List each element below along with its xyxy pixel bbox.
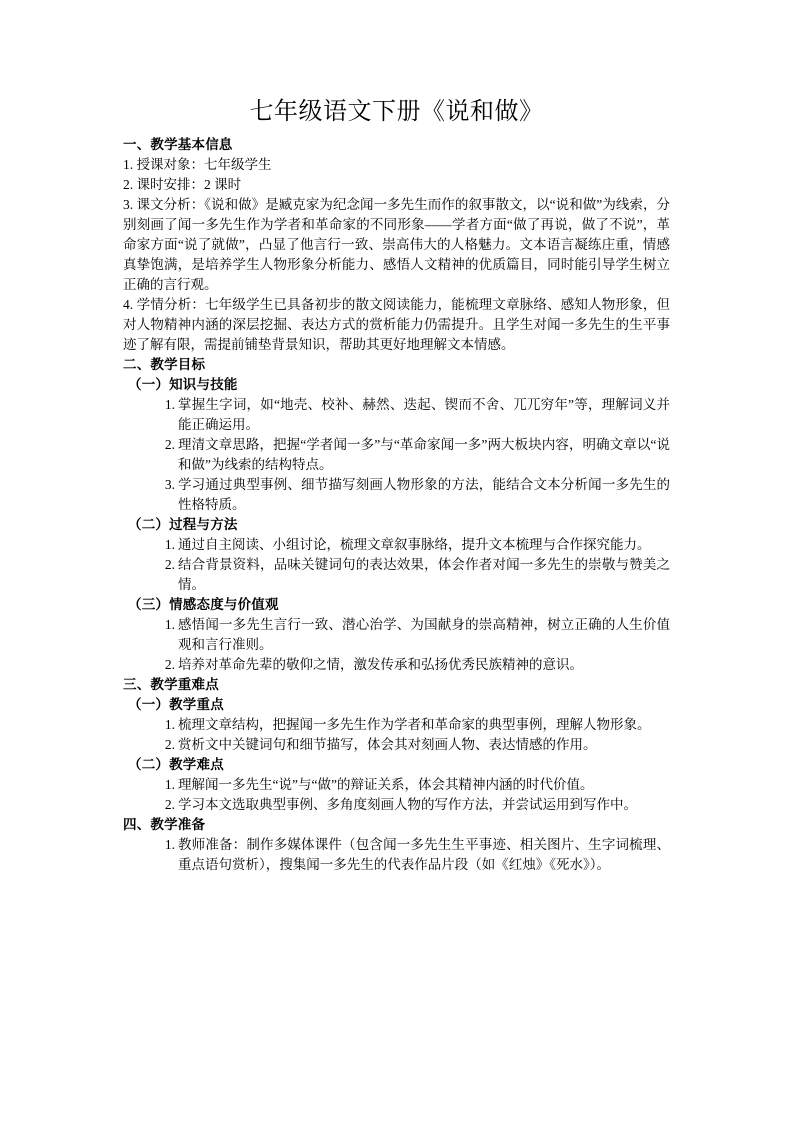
list-item bbox=[123, 715, 670, 735]
list-item bbox=[123, 795, 670, 815]
subsection-heading: （二）过程与方法 bbox=[128, 517, 238, 532]
list-item-marker: 1. bbox=[164, 777, 175, 792]
list-item-marker: 2. bbox=[164, 657, 175, 672]
list-item bbox=[123, 775, 670, 795]
list-item-text: 教师准备：制作多媒体课件（包含闻一多先生生平事迹、相关图片、生字词梳理、重点语句赏析），搜集闻一多先生的代表作品片段（如《红烛》《死水》）。 bbox=[178, 837, 670, 872]
list-item-marker: 1. bbox=[164, 537, 175, 552]
list-item-marker: 2. bbox=[164, 797, 175, 812]
subsection-heading: （一）教学重点 bbox=[128, 697, 224, 712]
section-heading: 二、教学目标 bbox=[123, 357, 206, 372]
paragraph-item: 2. 课时安排：2 课时 bbox=[123, 177, 242, 192]
list-item-text: 理清文章思路，把握“学者闻一多”与“革命家闻一多”两大板块内容，明确文章以“说和做”为线索的结构特点。 bbox=[178, 437, 670, 472]
list-item-text: 感悟闻一多先生言行一致、潜心治学、为国献身的崇高精神，树立正确的人生价值观和言行准则。 bbox=[178, 617, 670, 652]
list-item-marker: 3. bbox=[164, 477, 175, 492]
numbered-list bbox=[123, 615, 670, 675]
list-item bbox=[123, 555, 670, 595]
list-item bbox=[123, 615, 670, 655]
subsection-heading: （三）情感态度与价值观 bbox=[128, 597, 279, 612]
list-item-marker: 1. bbox=[164, 717, 175, 732]
list-item-text: 培养对革命先辈的敬仰之情，激发传承和弘扬优秀民族精神的意识。 bbox=[178, 657, 583, 672]
list-item bbox=[123, 535, 670, 555]
paragraph-item: 4. 学情分析：七年级学生已具备初步的散文阅读能力，能梳理文章脉络、感知人物形象，但对人物精神内涵的深层挖掘、表达方式的赏析能力仍需提升。且学生对闻一多先生的生平事迹了解有限，需提前铺垫背景知识，帮助其更好地理解文本情感。 bbox=[123, 297, 670, 352]
section-heading: 四、教学准备 bbox=[123, 817, 206, 832]
list-item bbox=[123, 655, 670, 675]
list-item-text: 梳理文章结构，把握闻一多先生作为学者和革命家的典型事例，理解人物形象。 bbox=[178, 717, 651, 732]
list-item bbox=[123, 475, 670, 515]
list-item bbox=[123, 435, 670, 475]
list-item-text: 理解闻一多先生“说”与“做”的辩证关系，体会其精神内涵的时代价值。 bbox=[178, 777, 594, 792]
numbered-list bbox=[123, 535, 670, 595]
subsection-heading: （一）知识与技能 bbox=[128, 377, 238, 392]
list-item-text: 学习本文选取典型事例、多角度刻画人物的写作方法，并尝试运用到写作中。 bbox=[178, 797, 637, 812]
list-item-text: 赏析文中关键词句和细节描写，体会其对刻画人物、表达情感的作用。 bbox=[178, 737, 597, 752]
list-item-marker: 2. bbox=[164, 437, 175, 452]
list-item-text: 结合背景资料，品味关键词句的表达效果，体会作者对闻一多先生的崇敬与赞美之情。 bbox=[178, 557, 670, 592]
document-body bbox=[123, 135, 670, 875]
paragraph-item: 3. 课文分析：《说和做》是臧克家为纪念闻一多先生而作的叙事散文，以“说和做”为线索，分别刻画了闻一多先生作为学者和革命家的不同形象——学者方面“做了再说，做了不说”，革命家方面“说了就做”，凸显了他言行一致、崇高伟大的人格魅力。文本语言凝练庄重，情感真挚饱满，是培养学生人物形象分析能力、感悟人文精神的优质篇目，同时能引导学生树立正确的言行观。 bbox=[123, 197, 670, 292]
subsection-heading: （二）教学难点 bbox=[128, 757, 224, 772]
list-item-marker: 1. bbox=[164, 837, 175, 852]
list-item-marker: 1. bbox=[164, 617, 175, 632]
paragraph-item: 1. 授课对象：七年级学生 bbox=[123, 157, 272, 172]
numbered-list bbox=[123, 775, 670, 815]
list-item-marker: 2. bbox=[164, 737, 175, 752]
page-title: 七年级语文下册《说和做》 bbox=[249, 99, 544, 125]
numbered-list bbox=[123, 835, 670, 875]
list-item bbox=[123, 735, 670, 755]
list-item bbox=[123, 835, 670, 875]
list-item-text: 掌握生字词，如“地壳、校补、赫然、迭起、锲而不舍、兀兀穷年”等，理解词义并能正确运用。 bbox=[178, 397, 670, 432]
list-item-marker: 1. bbox=[164, 397, 175, 412]
section-heading: 三、教学重难点 bbox=[123, 677, 219, 692]
numbered-list bbox=[123, 715, 670, 755]
list-item bbox=[123, 395, 670, 435]
numbered-list bbox=[123, 395, 670, 515]
section-heading: 一、教学基本信息 bbox=[123, 137, 233, 152]
list-item-text: 通过自主阅读、小组讨论，梳理文章叙事脉络，提升文本梳理与合作探究能力。 bbox=[178, 537, 651, 552]
list-item-marker: 2. bbox=[164, 557, 175, 572]
list-item-text: 学习通过典型事例、细节描写刻画人物形象的方法，能结合文本分析闻一多先生的性格特质。 bbox=[178, 477, 670, 512]
